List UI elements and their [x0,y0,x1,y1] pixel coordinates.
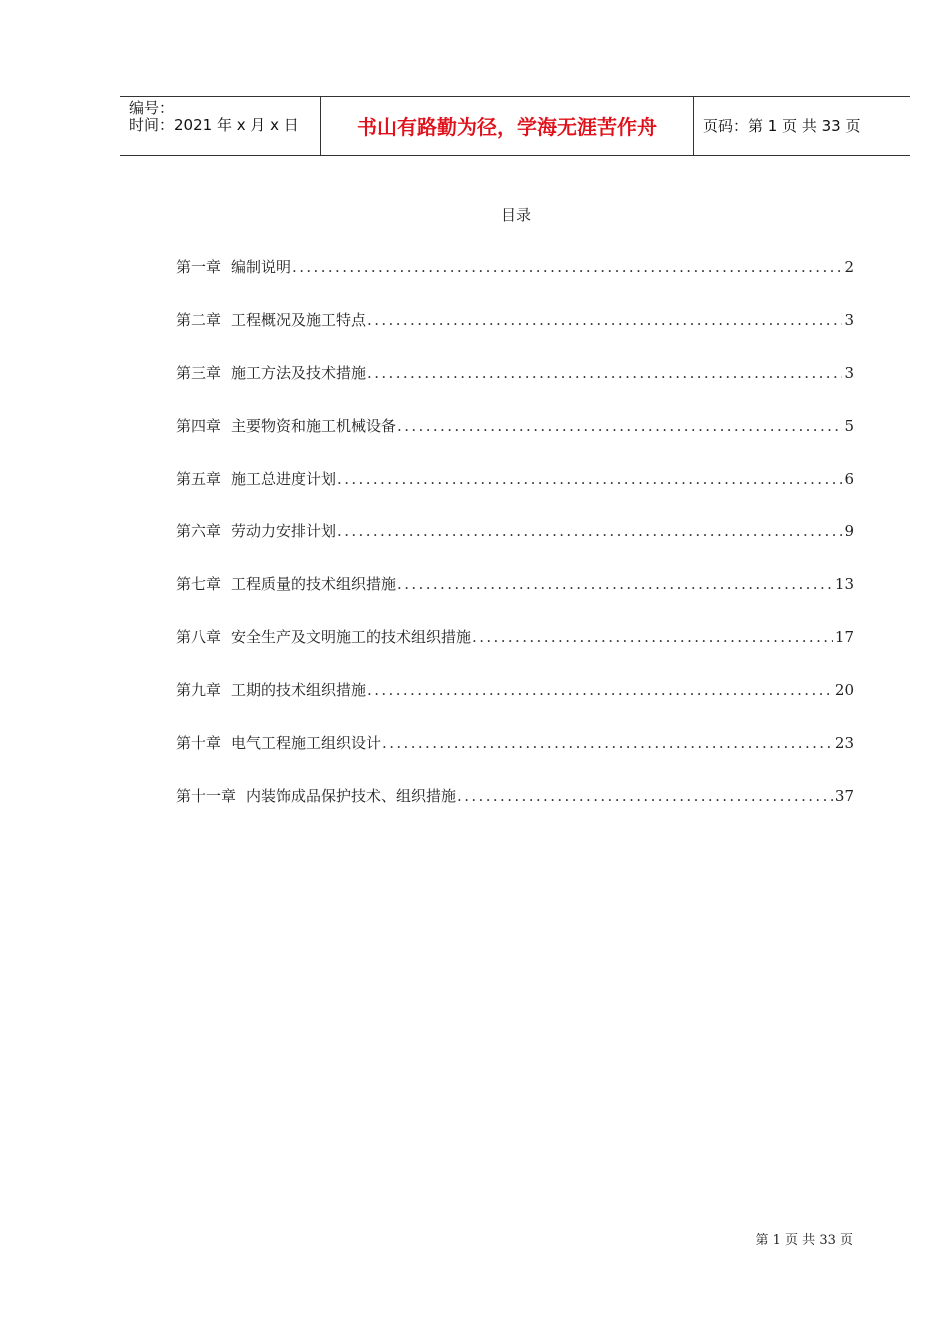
toc-chapter-label: 第一章 [176,258,222,276]
header-motto-cell [321,97,694,155]
toc-page-number: 20 [834,681,854,700]
toc-entry[interactable] [176,680,854,733]
toc-page-number: 17 [834,628,854,647]
toc-leader-dots [367,310,842,330]
toc-leader-dots [292,257,842,277]
toc-entry-title: 安全生产及文明施工的技术组织措施 [231,628,472,647]
toc-leader-dots [472,627,833,647]
toc-entry[interactable] [176,257,854,310]
toc-entry[interactable] [176,416,854,469]
toc-chapter-label: 第十一章 [176,786,237,805]
toc-chapter-label: 第二章 [176,310,222,329]
toc-entry[interactable] [176,733,854,786]
toc-leader-dots [397,416,842,436]
toc-entry-title: 施工方法及技术措施 [231,363,367,382]
toc-chapter-label: 第四章 [176,416,222,435]
toc-leader-dots [367,363,842,383]
toc-entry-title: 内装饰成品保护技术、组织措施 [246,786,457,805]
toc-entry[interactable] [176,786,854,839]
toc-page-number: 5 [844,416,854,435]
toc-entry-title: 编制说明 [231,258,292,276]
toc-entry[interactable] [176,363,854,416]
header-info-cell [120,97,321,155]
toc-leader-dots [337,469,842,489]
toc-entry[interactable] [176,574,854,627]
toc-title: 目录 [500,206,531,224]
toc-leader-dots [382,733,833,753]
document-header [120,96,910,156]
toc-entry-title: 电气工程施工组织设计 [231,734,382,753]
toc-entry-title: 工程概况及施工特点 [231,310,367,329]
footer-page-number: 第 1 页 共 33 页 [755,1233,853,1248]
toc-chapter-label: 第七章 [176,575,222,594]
toc-entry-title: 劳动力安排计划 [231,522,337,541]
toc-entry-title: 工程质量的技术组织措施 [231,575,397,594]
toc-chapter-label: 第三章 [176,363,222,382]
toc-entry-title: 工期的技术组织措施 [231,681,367,700]
toc-entry[interactable] [176,469,854,522]
table-of-contents [176,257,854,839]
toc-leader-dots [337,521,842,541]
toc-entry[interactable] [176,627,854,680]
toc-page-number: 9 [844,522,854,541]
toc-chapter-label: 第六章 [176,522,222,541]
toc-chapter-label: 第五章 [176,469,222,488]
toc-entry-title: 施工总进度计划 [231,469,337,488]
toc-page-number: 37 [834,786,854,805]
header-page-cell [694,97,910,155]
toc-chapter-label: 第十章 [176,734,222,753]
header-page-number: 页码：第 1 页 共 33 页 [703,117,861,135]
toc-page-number: 3 [844,363,854,382]
toc-page-number: 2 [844,258,854,276]
toc-entry-title: 主要物资和施工机械设备 [231,416,397,435]
motto-text: 书山有路勤为径，学海无涯苦作舟 [357,115,657,139]
toc-leader-dots [457,786,833,806]
time-text: 时间：2021 年 x 月 x 日 [129,116,299,134]
toc-entry[interactable] [176,310,854,363]
toc-chapter-label: 第九章 [176,681,222,700]
toc-chapter-label: 第八章 [176,628,222,647]
toc-leader-dots [367,680,833,700]
toc-entry[interactable] [176,521,854,574]
toc-page-number: 6 [844,469,854,488]
serial-label: 编号： [129,99,175,117]
toc-page-number: 23 [834,734,854,753]
toc-page-number: 13 [834,575,854,594]
toc-page-number: 3 [844,310,854,329]
toc-leader-dots [397,574,833,594]
